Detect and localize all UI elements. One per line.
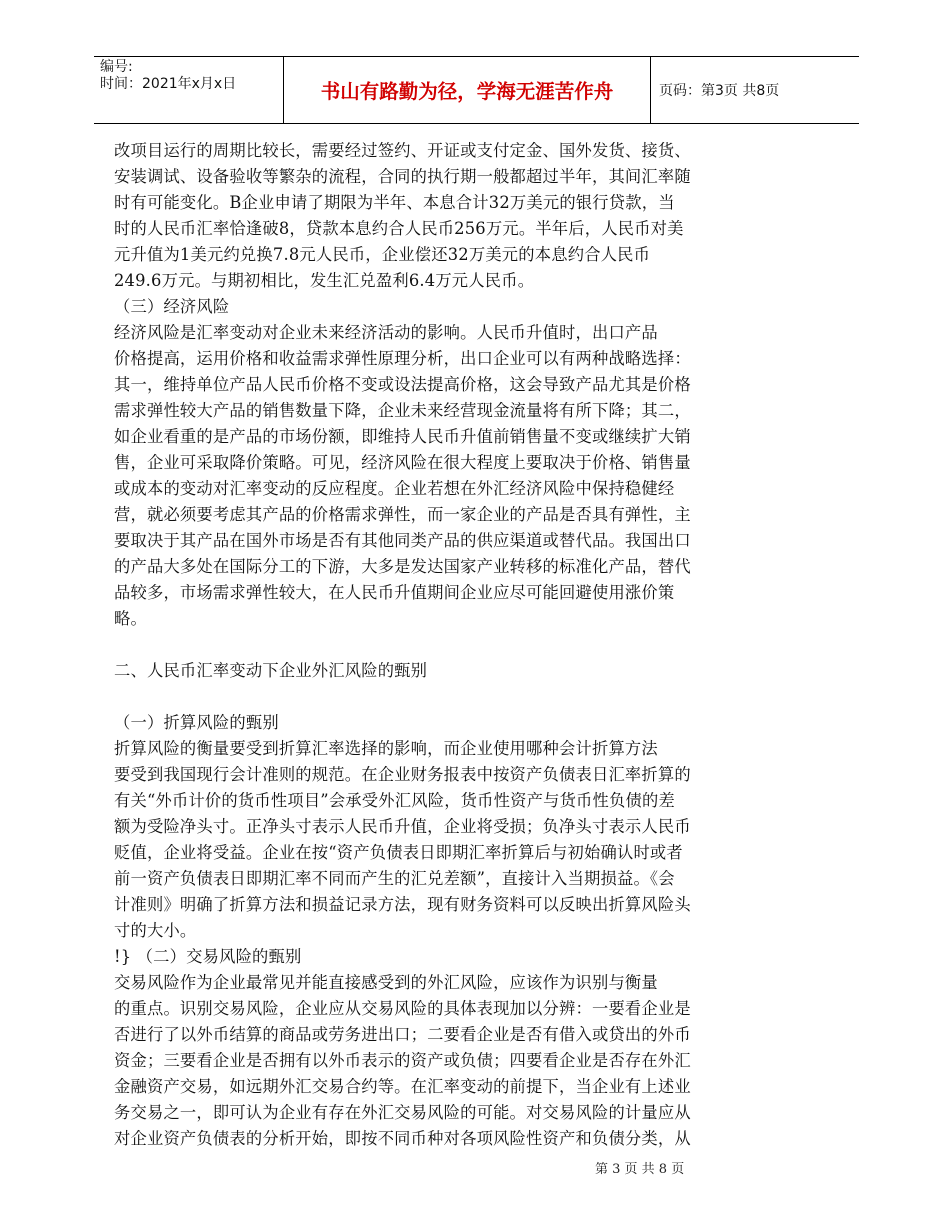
text-line [114,632,774,658]
text-line: 要受到我国现行会计准则的规范。在企业财务报表中按资产负债表日汇率折算的 [114,765,691,784]
text-line: 249.6万元。与期初相比，发生汇兑盈利6.4万元人民币。 [114,271,535,290]
text-line: 品较多，市场需求弹性较大，在人民币升值期间企业应尽可能回避使用涨价策 [114,583,675,602]
text-line: 安装调试、设备验收等繁杂的流程，合同的执行期一般都超过半年，其间汇率随 [114,167,691,186]
text-line: 否进行了以外币结算的商品或劳务进出口；二要看企业是否有借入或贷出的外币 [114,1025,691,1044]
text-line: （三）经济风险 [114,297,230,316]
text-line: 营，就必须要考虑其产品的价格需求弹性，而一家企业的产品是否具有弹性，主 [114,505,691,524]
text-line: 时有可能变化。B企业申请了期限为半年、本息合计32万美元的银行贷款，当 [114,193,675,212]
text-line: 资金；三要看企业是否拥有以外币表示的资产或负债；四要看企业是否存在外汇 [114,1051,691,1070]
text-line: 售，企业可采取降价策略。可见，经济风险在很大程度上要取决于价格、销售量 [114,453,691,472]
text-line [114,684,774,710]
text-line: 改项目运行的周期比较长，需要经过签约、开证或支付定金、国外发货、接货、 [114,141,691,160]
header-page-info: 页码：第3页 共8页 [659,83,780,99]
text-line: 折算风险的衡量要受到折算汇率选择的影响，而企业使用哪种会计折算方法 [114,739,658,758]
text-line: 的重点。识别交易风险，企业应从交易风险的具体表现加以分辨：一要看企业是 [114,999,691,1018]
text-line: 如企业看重的是产品的市场份额，即维持人民币升值前销售量不变或继续扩大销 [114,427,691,446]
text-line: 寸的大小。 [114,921,197,940]
header-meta [94,57,284,123]
text-line: 金融资产交易，如远期外汇交易合约等。在汇率变动的前提下，当企业有上述业 [114,1077,691,1096]
text-line: 元升值为1美元约兑换7.8元人民币，企业偿还32万美元的本息约合人民币 [114,245,651,264]
text-line: 有关“外币计价的货币性项目”会承受外汇风险，货币性资产与货币性负债的差 [114,791,675,810]
document-number-label: 编号: [100,59,133,75]
page-footer: 第 3 页 共 8 页 [595,1162,685,1177]
text-line: （一）折算风险的甄别 [114,713,279,732]
text-line: 计准则》明确了折算方法和损益记录方法，现有财务资料可以反映出折算风险头 [114,895,691,914]
text-line: 其一，维持单位产品人民币价格不变或设法提高价格，这会导致产品尤其是价格 [114,375,691,394]
text-line: 二、人民币汇率变动下企业外汇风险的甄别 [114,661,428,680]
document-date: 时间：2021年x月x日 [100,76,237,92]
text-line: 务交易之一，即可认为企业有存在外汇交易风险的可能。对交易风险的计量应从 [114,1103,691,1122]
text-line: 要取决于其产品在国外市场是否有其他同类产品的供应渠道或替代品。我国出口 [114,531,691,550]
text-line: 或成本的变动对汇率变动的反应程度。企业若想在外汇经济风险中保持稳健经 [114,479,675,498]
text-line: 时的人民币汇率恰逢破8，贷款本息约合人民币256万元。半年后，人民币对美 [114,219,684,238]
text-line: 贬值，企业将受益。企业在按“资产负债表日即期汇率折算后与初始确认时或者 [114,843,683,862]
text-line: 价格提高，运用价格和收益需求弹性原理分析，出口企业可以有两种战略选择： [114,349,691,368]
page-header [94,56,859,124]
text-line: 对企业资产负债表的分析开始，即按不同币种对各项风险性资产和负债分类，从 [114,1129,691,1148]
text-line: 经济风险是汇率变动对企业未来经济活动的影响。人民币升值时，出口产品 [114,323,658,342]
text-line: 额为受险净头寸。正净头寸表示人民币升值，企业将受损；负净头寸表示人民币 [114,817,691,836]
text-line: 的产品大多处在国际分工的下游，大多是发达国家产业转移的标准化产品，替代 [114,557,691,576]
text-line: 略。 [114,609,147,628]
header-motto: 书山有路勤为径，学海无涯苦作舟 [284,57,651,123]
text-line: !} （二）交易风险的甄别 [114,947,302,966]
text-line: 前一资产负债表日即期汇率不同而产生的汇兑差额”，直接计入当期损益。《会 [114,869,675,888]
text-line: 交易风险作为企业最常见并能直接感受到的外汇风险，应该作为识别与衡量 [114,973,658,992]
text-line: 需求弹性较大产品的销售数量下降，企业未来经营现金流量将有所下降；其二， [114,401,691,420]
document-body [114,138,774,1152]
